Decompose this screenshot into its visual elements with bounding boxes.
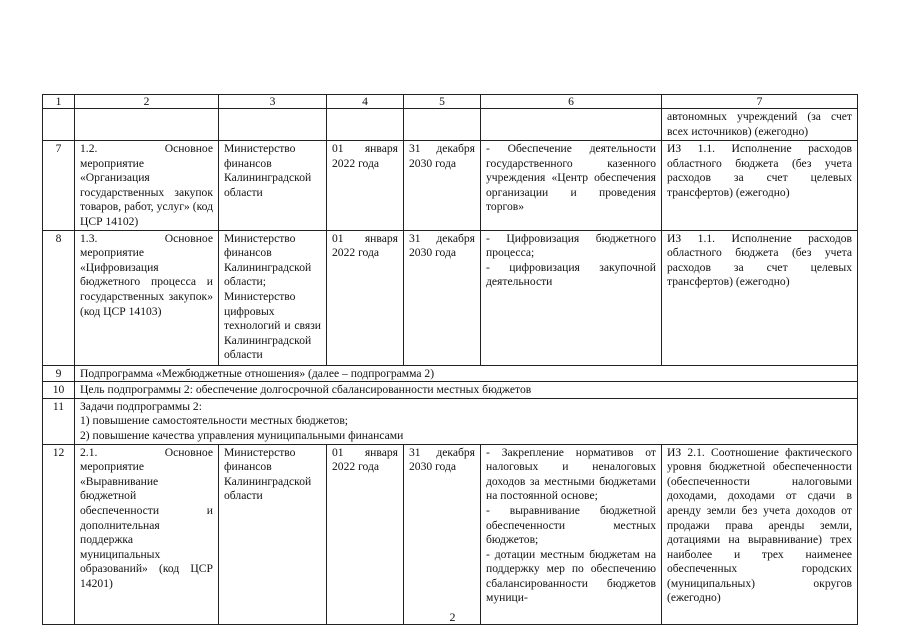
header-cell: 3 (219, 95, 327, 109)
subprogram-tasks: Задачи подпрограммы 2: 1) повышение самостоятельности местных бюджетов; 2) повышение качества управления муниципальными финансами (75, 398, 858, 444)
program-table (42, 94, 858, 625)
header-cell: 4 (327, 95, 404, 109)
end-date-cell: 31 декабря 2030 года (404, 444, 481, 624)
header-cell: 1 (43, 95, 75, 109)
responsible-cell: Министерство финансов Калининградской области; Министерство цифровых технологий и связи Калининградской области (219, 230, 327, 365)
column-number-row (43, 95, 858, 109)
header-cell: 6 (481, 95, 662, 109)
indicator-cell: ИЗ 2.1. Соотношение фактического уровня бюджетной обеспеченности (обеспеченности налоговыми доходами, доходами от сдачи в аренду земли без учета доходов от продажи права аренды земли, дотациями на выравнивание) трех наиболее и трех наименее обеспеченных городских (муниципальных) округов (ежегодно) (662, 444, 858, 624)
subprogram-title: Подпрограмма «Межбюджетные отношения» (далее – подпрограмма 2) (75, 365, 858, 382)
table-row (43, 230, 858, 365)
goal-row (43, 382, 858, 399)
subprogram-goal: Цель подпрограммы 2: обеспечение долгосрочной сбалансированности местных бюджетов (75, 382, 858, 399)
page-number: 2 (449, 610, 456, 624)
responsible-cell: Министерство финансов Калининградской области (219, 141, 327, 231)
responsible-cell: Министерство финансов Калининградской области (219, 444, 327, 624)
end-date-cell: 31 декабря 2030 года (404, 141, 481, 231)
table-row (43, 141, 858, 231)
activity-cell: 1.3. Основное мероприятие «Цифровизация бюджетного процесса и государственных закупок» (код ЦСР 14103) (75, 230, 219, 365)
end-date-cell: 31 декабря 2030 года (404, 230, 481, 365)
indicator-cell: ИЗ 1.1. Исполнение расходов областного бюджета (без учета расходов за счет целевых трансфертов) (ежегодно) (662, 230, 858, 365)
subprogram-row (43, 365, 858, 382)
row-number: 12 (43, 444, 75, 624)
indicator-cell: автономных учреждений (за счет всех источников) (ежегодно) (662, 109, 858, 141)
continuation-row (43, 109, 858, 141)
row-number: 11 (43, 398, 75, 444)
header-cell: 5 (404, 95, 481, 109)
activity-cell: 2.1. Основное мероприятие «Выравнивание бюджетной обеспеченности и дополнительная поддержка муниципальных образований» (код ЦСР 14201) (75, 444, 219, 624)
result-cell: - Закрепление нормативов от налоговых и неналоговых доходов за местными бюджетами на постоянной основе; - выравнивание бюджетной обеспеченности местных бюджетов; - дотации местным бюджетам на поддержку мер по обеспечению сбалансированности бюджетов муници- (481, 444, 662, 624)
row-number: 9 (43, 365, 75, 382)
indicator-cell: ИЗ 1.1. Исполнение расходов областного бюджета (без учета расходов за счет целевых трансфертов) (ежегодно) (662, 141, 858, 231)
row-number: 10 (43, 382, 75, 399)
header-cell: 2 (75, 95, 219, 109)
row-number: 7 (43, 141, 75, 231)
table-row (43, 444, 858, 624)
result-cell: - Обеспечение деятельности государственного казенного учреждения «Центр обеспечения организации и проведения торгов» (481, 141, 662, 231)
start-date-cell: 01 января 2022 года (327, 230, 404, 365)
row-number: 8 (43, 230, 75, 365)
tasks-row (43, 398, 858, 444)
start-date-cell: 01 января 2022 года (327, 141, 404, 231)
result-cell: - Цифровизация бюджетного процесса; - цифровизация закупочной деятельности (481, 230, 662, 365)
start-date-cell: 01 января 2022 года (327, 444, 404, 624)
header-cell: 7 (662, 95, 858, 109)
activity-cell: 1.2. Основное мероприятие «Организация государственных закупок товаров, работ, услуг» (код ЦСР 14102) (75, 141, 219, 231)
